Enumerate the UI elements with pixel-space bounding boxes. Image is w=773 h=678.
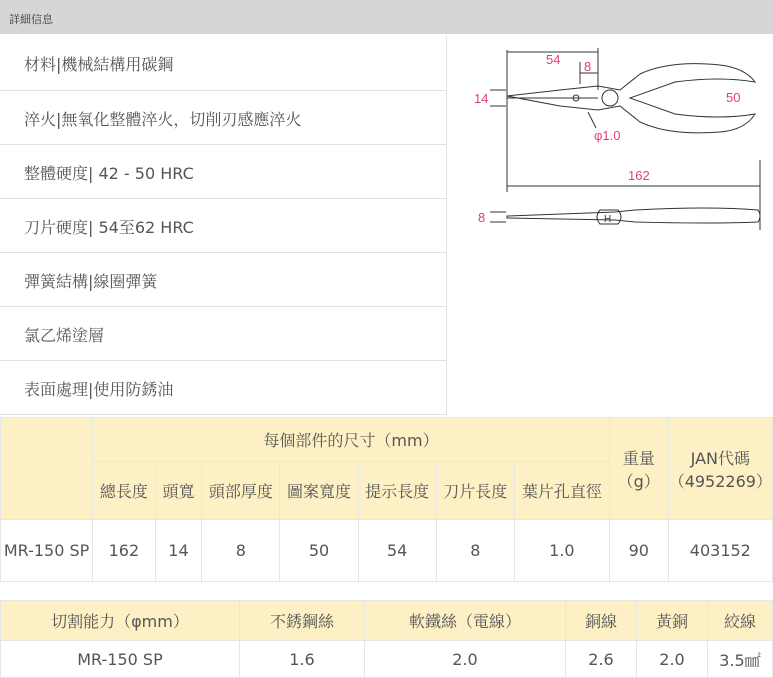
value-cell: 8 <box>436 520 514 582</box>
value-cell: 2.0 <box>637 641 708 678</box>
cutting-capacity-table <box>0 600 773 678</box>
pliers-dimension-diagram <box>470 40 770 240</box>
spec-item: 材料|機械結構用碳鋼 <box>24 55 174 74</box>
dim-total-length-label: 162 <box>628 168 650 183</box>
col-blade-length: 刀片長度 <box>436 462 514 520</box>
value-cell: 2.6 <box>566 641 637 678</box>
col-head-thickness: 頭部厚度 <box>202 462 280 520</box>
model-header-cell <box>1 418 93 520</box>
weight-cell: 90 <box>609 520 668 582</box>
jan-header: JAN代碼（4952269） <box>668 418 772 520</box>
value-cell: 50 <box>280 520 358 582</box>
value-cell: 14 <box>155 520 202 582</box>
spec-item: 刀片硬度| 54至62 HRC <box>0 198 446 252</box>
dim-pattern-width-label: 50 <box>726 90 741 105</box>
spec-item: 表面處理|使用防銹油 <box>0 360 446 414</box>
value-cell: 3.5㎟ <box>708 641 773 678</box>
value-cell: 54 <box>358 520 436 582</box>
col-hole-diameter: 葉片孔直徑 <box>514 462 609 520</box>
stainless-wire-header: 不銹鋼絲 <box>240 601 365 641</box>
details-header <box>0 0 773 34</box>
brass-header: 黃銅 <box>637 601 708 641</box>
spec-item: 彈簧結構|線圈彈簧 <box>0 252 446 306</box>
value-cell: 8 <box>202 520 280 582</box>
dimensions-group-header: 每個部件的尺寸（mm） <box>93 418 610 462</box>
dim-head-thickness-label: 8 <box>478 210 486 225</box>
dim-hole-diameter-label: φ1.0 <box>594 128 621 143</box>
details-title: 詳細信息 <box>9 13 53 26</box>
dim-tip-length-label: 54 <box>546 52 561 67</box>
dim-blade-length-label: 8 <box>584 59 592 74</box>
value-cell: 1.6 <box>240 641 365 678</box>
jan-cell: 403152 <box>668 520 772 582</box>
spec-item: 氯乙烯塗層 <box>0 306 446 360</box>
weight-header: 重量（g） <box>609 418 668 520</box>
hardness-mark-label: H <box>604 214 612 225</box>
spec-item: 整體硬度| 42 - 50 HRC <box>0 144 446 198</box>
soft-iron-wire-header: 軟鐵絲（電線） <box>365 601 566 641</box>
stranded-wire-header: 絞線 <box>708 601 773 641</box>
spec-list <box>0 36 447 415</box>
cutting-capacity-header: 切割能力（φmm） <box>1 601 240 641</box>
model-cell: MR-150 SP <box>1 641 240 678</box>
value-cell: 1.0 <box>514 520 609 582</box>
dimensions-table <box>0 417 773 582</box>
col-tip-length: 提示長度 <box>358 462 436 520</box>
value-cell: 162 <box>93 520 156 582</box>
dim-head-width-label: 14 <box>474 91 489 106</box>
value-cell: 2.0 <box>365 641 566 678</box>
col-total-length: 總長度 <box>93 462 156 520</box>
copper-wire-header: 銅線 <box>566 601 637 641</box>
spec-item: 淬火|無氧化整體淬火，切削刃感應淬火 <box>0 90 446 144</box>
model-cell: MR-150 SP <box>1 520 93 582</box>
col-head-width: 頭寬 <box>155 462 202 520</box>
col-pattern-width: 圖案寬度 <box>280 462 358 520</box>
